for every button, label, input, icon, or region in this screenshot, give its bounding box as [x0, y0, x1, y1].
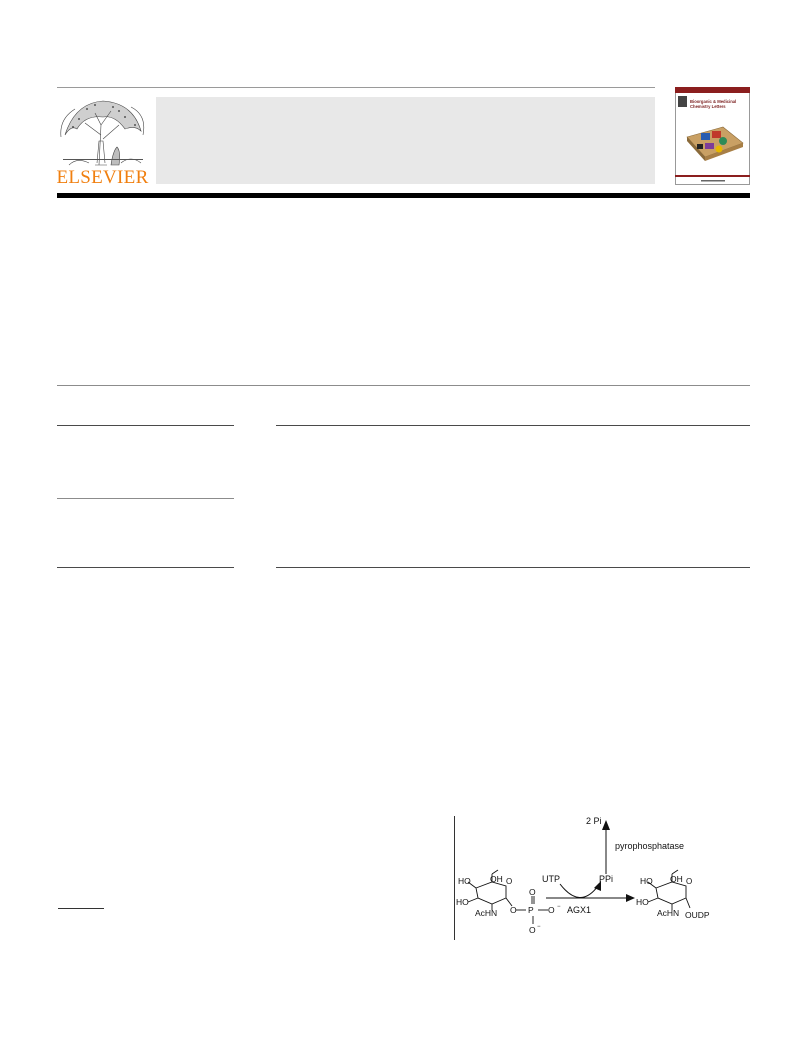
product-structure [636, 870, 710, 920]
tree-emblem-icon [55, 95, 150, 167]
footnote-rule [58, 908, 104, 909]
product-ring-o: O [686, 877, 693, 886]
substrate-charge-bottom: − [537, 924, 541, 930]
pyrophosphatase-arrowhead [602, 820, 610, 830]
header-top-rule [57, 87, 655, 88]
substrate-phosphate-o-top: O [529, 887, 536, 897]
journal-cover-thumbnail [675, 87, 750, 185]
elsevier-logo [55, 95, 150, 187]
journal-cover-title [690, 99, 748, 109]
abstract-top-rule [276, 425, 750, 426]
substrate-charge-right: − [557, 904, 561, 910]
product-oudp: OUDP [685, 910, 710, 920]
article-info-rule [57, 425, 234, 426]
journal-cover-title-line2: Chemistry Letters [690, 104, 726, 109]
product-achn: AcHN [657, 908, 680, 918]
pyrophosphatase-label: pyrophosphatase [615, 841, 685, 851]
journal-cover-title-line1: Bioorganic & Medicinal [690, 99, 737, 104]
article-divider-rule [57, 385, 750, 386]
substrate-phosphate-o-bottom: O [529, 925, 536, 935]
main-reaction-arrowhead [626, 894, 635, 902]
substrate-ring-o: O [506, 877, 513, 886]
reaction-scheme [456, 812, 750, 944]
utp-label: UTP [542, 874, 560, 884]
substrate-ho-left: HO [456, 897, 469, 907]
product-ho-top: HO [640, 876, 653, 886]
abstract-bottom-rule [276, 567, 750, 568]
ppi-label: PPi [599, 874, 614, 884]
publisher-wordmark: ELSEVIER [56, 167, 149, 188]
keywords-rule [57, 498, 234, 499]
substrate-phosphate-o-left: O [510, 905, 517, 915]
product-ho-left: HO [636, 897, 649, 907]
header-bottom-rule [57, 193, 750, 198]
pi-product-label: 2 Pi [586, 816, 602, 826]
substrate-phosphorus: P [528, 905, 534, 915]
article-info-bottom-rule [57, 567, 234, 568]
scheme-left-bar [454, 816, 455, 940]
utp-curved-arrow [560, 884, 598, 898]
journal-header-panel [156, 97, 655, 184]
agx1-label: AGX1 [567, 905, 592, 915]
substrate-phosphate-o-right: O [548, 905, 555, 915]
substrate-oh-top: OH [490, 874, 503, 884]
substrate-achn: AcHN [475, 908, 498, 918]
product-oh-top: OH [670, 874, 683, 884]
substrate-ho-top: HO [458, 876, 471, 886]
